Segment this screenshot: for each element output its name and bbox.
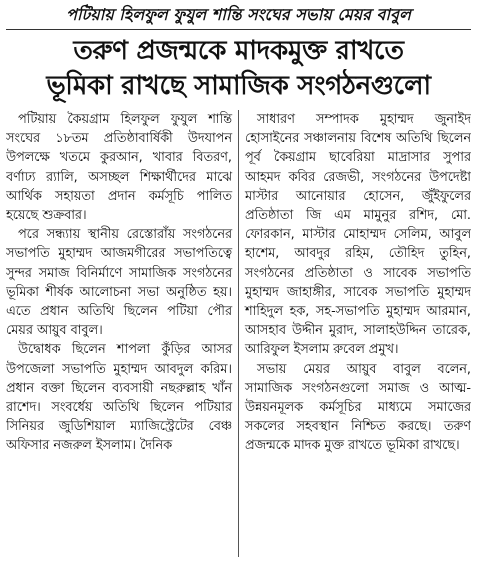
right-column (239, 110, 471, 557)
kicker-rule (6, 29, 471, 30)
headline-line-2: ভূমিকা রাখছে সামাজিক সংগঠনগুলো (46, 71, 431, 101)
paragraph: সভায় মেয়র আয়ুব বাবুল বলেন, সামাজিক সংগঠনগুলো সমাজ ও আত্ম-উন্নয়নমূলক কর্মসূচির মাধ্যমে সমাজের সকলের সহবস্থান নিশ্চিত করছে। তরুণ প্রজন্মকে মাদক মুক্ত রাখতে ভূমিকা রাখছে। (245, 361, 471, 454)
headline-line-1: তরুণ প্রজন্মকে মাদকমুক্ত রাখতে (73, 36, 404, 66)
paragraph: উদ্বোধক ছিলেন শাপলা কুঁড়ির আসর উপজেলা সভাপতি মুহাম্মদ আবদুল করিম। প্রধান বক্তা ছিলেন ব্যবসায়ী নছরুল্লাহ খাঁন রাশেদ। সংবর্ধেয় অতিথি ছিলেন পটিয়ার সিনিয়র জুডিশিয়াল ম্যাজিস্ট্রেটের বেঞ্চ অফিসার নজরুল ইসলাম। দৈনিক (6, 342, 232, 454)
paragraph: পরে সন্ধ্যায় স্থানীয় রেস্তোরাঁয় সংগঠনের সভাপতি মুহাম্মদ আজমগীরের সভাপতিত্বে সুন্দর সমাজ বিনির্মাণে সামাজিক সংগঠনের ভূমিকা শীর্ষক আলোচনা সভা অনুষ্ঠিত হয়। এতে প্রধান অতিথি ছিলেন পটিয়া পৌর মেয়র আয়ুব বাবুল। (6, 227, 232, 339)
paragraph: পটিয়ায় কৈয়গ্রাম হিলফুল ফুযুল শান্তি সংঘের ১৮তম প্রতিষ্ঠাবার্ষিকী উদযাপন উপলক্ষে খতমে কুরআন, খাবার বিতরণ, বর্ণাঢ্য র‍্যালি, অসচ্ছল শিক্ষার্থীদের মাঝে আর্থিক সহায়তা প্রদান কর্মসূচি পালিত হয়েছে শুক্রবার। (6, 112, 232, 224)
kicker-line: পটিয়ায় হিলফুল ফুযুল শান্তি সংঘের সভায় মেয়র বাবুল (66, 5, 411, 24)
left-column (6, 110, 238, 557)
article-body (6, 110, 471, 557)
paragraph: সাধারণ সম্পাদক মুহাম্মদ জুনাইদ হোসাইনের সঞ্চালনায় বিশেষ অতিথি ছিলেন পূর্ব কৈয়গ্রাম ছাবেরিয়া মাদ্রাসার সুপার আহমদ কবির রেজভী, সংগঠনের উপদেষ্টা মাস্টার আনোয়ার হোসেন, জুঁইফুলের প্রতিষ্ঠাতা জি এম মামুনুর রশিদ, মো. ফোরকান, মাস্টার মোহাম্মদ সেলিম, আবুল হাশেম, আবদুর রহিম, তৌহিদ তুহিন, সংগঠনের প্রতিষ্ঠাতা ও সাবেক সভাপতি মুহাম্মদ জাহাঙ্গীর, সাবেক সভাপতি মুহাম্মদ শাহিদুল হক, সহ-সভাপতি মুহাম্মদ আরমান, আসহাব উদ্দীন মুরাদ, সালাহউদ্দিন তারেক, আরিফুল ইসলাম রুবেল প্রমুখ। (245, 112, 471, 358)
